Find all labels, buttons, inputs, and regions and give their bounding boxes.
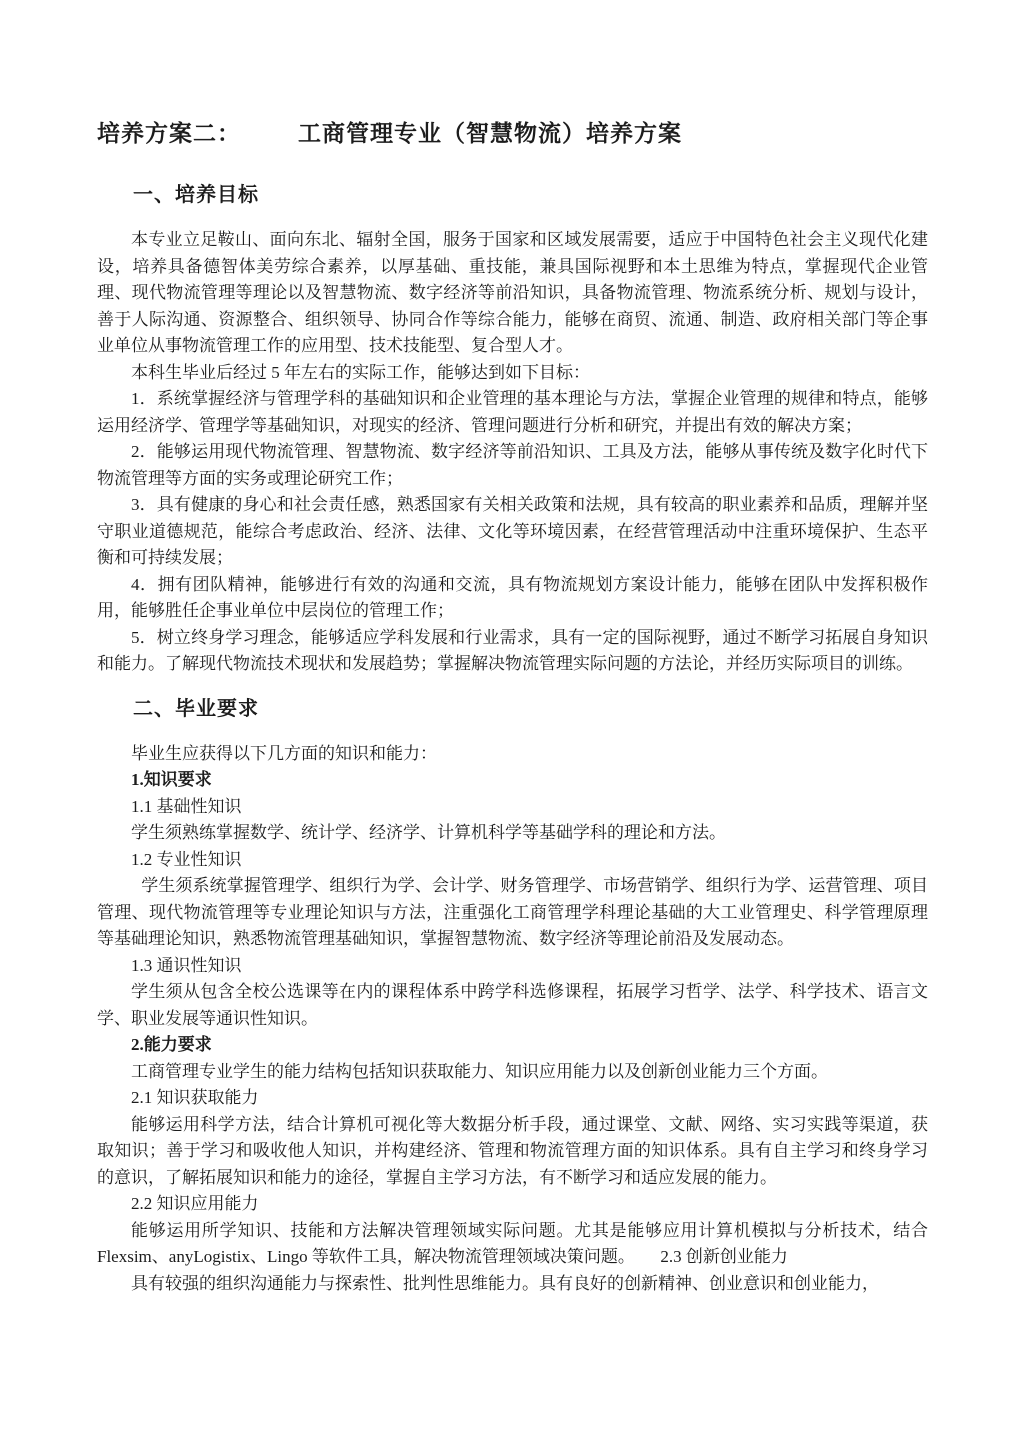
requirements-lead-paragraph: 毕业生应获得以下几方面的知识和能力：	[131, 743, 437, 763]
professional-knowledge-paragraph: 学生须系统掌握管理学、组织行为学、会计学、财务管理学、市场营销学、组织行为学、运营管理、项目管理、现代物流管理等专业理论知识与方法，注重强化工商管理学科理论基础的大工业管理史、科学管理原理等基础理论知识，熟悉物流管理基础知识，掌握智慧物流、数字经济等理论前沿及发展动态。	[97, 876, 928, 948]
knowledge-acquisition-paragraph: 能够运用科学方法，结合计算机可视化等大数据分析手段，通过课堂、文献、网络、实习实践等渠道，获取知识；善于学习和吸收他人知识，并构建经济、管理和物流管理方面的知识体系。具有自主学习和终身学习的意识，了解拓展知识和能力的途径，掌握自主学习方法，有不断学习和适应发展的能力。	[97, 1114, 928, 1187]
objective-item-5: 5．树立终身学习理念，能够适应学科发展和行业需求，具有一定的国际视野，通过不断学习拓展自身知识和能力。了解现代物流技术现状和发展趋势；掌握解决物流管理实际问题的方法论，并经历实际项目的训练。	[97, 627, 928, 673]
graduation-requirements-heading: 二、毕业要求	[133, 697, 259, 720]
ability-requirements-subheading: 2.能力要求	[131, 1035, 212, 1054]
knowledge-application-subheading: 2.2 知识应用能力	[131, 1194, 259, 1213]
objectives-lead-paragraph: 本科生毕业后经过 5 年左右的实际工作，能够达到如下目标：	[131, 362, 590, 382]
knowledge-application-paragraph: 能够运用所学知识、技能和方法解决管理领域实际问题。尤其是能够应用计算机模拟与分析技术，结合 Flexsim、anyLogistix、Lingo 等软件工具，解决物流管理领域决策问题。 2.3 创新创业能力	[97, 1220, 928, 1266]
section-training-objectives	[97, 182, 928, 678]
knowledge-requirements-subheading: 1.知识要求	[131, 770, 212, 789]
objective-item-1: 1．系统掌握经济与管理学科的基础知识和企业管理的基本理论与方法，掌握企业管理的规律和特点，能够运用经济学、管理学等基础知识，对现实的经济、管理问题进行分析和研究，并提出有效的解决方案；	[97, 389, 928, 435]
professional-knowledge-subheading: 1.2 专业性知识	[131, 849, 242, 869]
program-overview-paragraph: 本专业立足鞍山、面向东北、辐射全国，服务于国家和区域发展需要，适应于中国特色社会主义现代化建设，培养具备德智体美劳综合素养，以厚基础、重技能，兼具国际视野和本土思维为特点，掌握现代企业管理、现代物流管理等理论以及智慧物流、数字经济等前沿知识，具备物流管理、物流系统分析、规划与设计，善于人际沟通、资源整合、组织领导、协同合作等综合能力，能够在商贸、流通、制造、政府相关部门等企事业单位从事物流管理工作的应用型、技术技能型、复合型人才。	[97, 230, 928, 355]
document-title	[97, 118, 928, 148]
objective-item-2: 2．能够运用现代物流管理、智慧物流、数字经济等前沿知识、工具及方法，能够从事传统及数字化时代下物流管理等方面的实务或理论研究工作；	[97, 442, 928, 488]
ability-structure-paragraph: 工商管理专业学生的能力结构包括知识获取能力、知识应用能力以及创新创业能力三个方面。	[131, 1061, 828, 1081]
section-graduation-requirements	[97, 696, 928, 1298]
objective-item-4: 4．拥有团队精神，能够进行有效的沟通和交流，具有物流规划方案设计能力，能够在团队中发挥积极作用，能够胜任企事业单位中层岗位的管理工作；	[97, 574, 928, 620]
innovation-ability-paragraph: 具有较强的组织沟通能力与探索性、批判性思维能力。具有良好的创新精神、创业意识和创业能力，	[131, 1273, 879, 1293]
basic-knowledge-paragraph: 学生须熟练掌握数学、统计学、经济学、计算机科学等基础学科的理论和方法。	[131, 823, 726, 842]
objective-item-3: 3．具有健康的身心和社会责任感，熟悉国家有关相关政策和法规，具有较高的职业素养和品质，理解并坚守职业道德规范，能综合考虑政治、经济、法律、文化等环境因素，在经营管理活动中注重环境保护、生态平衡和可持续发展；	[97, 495, 928, 567]
basic-knowledge-subheading: 1.1 基础性知识	[131, 796, 242, 816]
training-objectives-heading: 一、培养目标	[133, 184, 259, 206]
knowledge-acquisition-subheading: 2.1 知识获取能力	[131, 1088, 259, 1107]
title-prefix: 培养方案二：	[97, 120, 241, 146]
title-main: 工商管理专业（智慧物流）培养方案	[298, 120, 682, 146]
general-knowledge-paragraph: 学生须从包含全校公选课等在内的课程体系中跨学科选修课程，拓展学习哲学、法学、科学技术、语言文学、职业发展等通识性知识。	[97, 982, 928, 1028]
general-knowledge-subheading: 1.3 通识性知识	[131, 955, 242, 975]
